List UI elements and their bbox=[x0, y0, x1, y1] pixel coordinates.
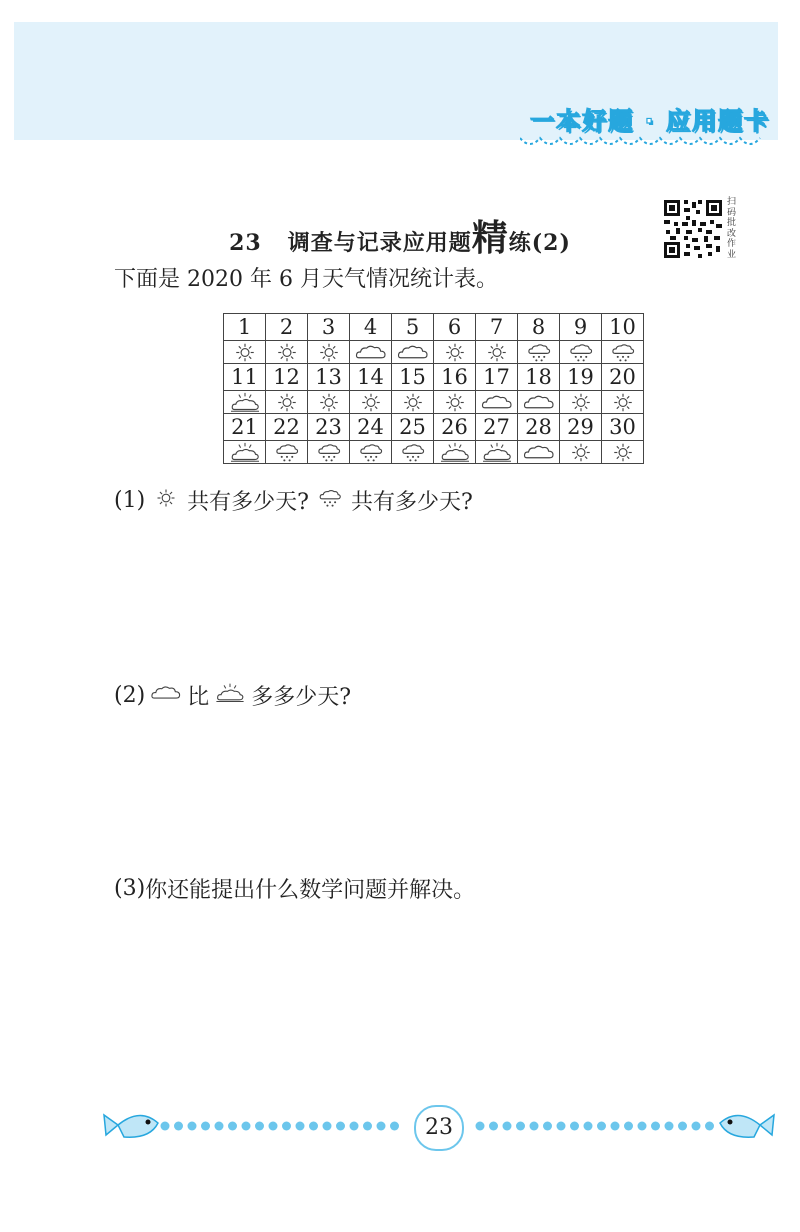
fish-left-icon bbox=[104, 1115, 158, 1137]
sun-icon bbox=[602, 441, 644, 464]
wave-decoration bbox=[520, 130, 770, 156]
date-cell: 11 bbox=[224, 364, 266, 391]
rain-icon bbox=[518, 341, 560, 364]
overcast-icon bbox=[209, 682, 251, 710]
date-cell: 9 bbox=[560, 314, 602, 341]
cloud-icon bbox=[476, 391, 518, 414]
date-cell: 4 bbox=[350, 314, 392, 341]
rain-icon bbox=[560, 341, 602, 364]
sun-icon bbox=[560, 441, 602, 464]
date-cell: 15 bbox=[392, 364, 434, 391]
date-cell: 7 bbox=[476, 314, 518, 341]
overcast-icon bbox=[224, 391, 266, 414]
date-row bbox=[224, 364, 644, 391]
date-cell: 18 bbox=[518, 364, 560, 391]
date-cell: 19 bbox=[560, 364, 602, 391]
date-cell: 25 bbox=[392, 414, 434, 441]
overcast-icon bbox=[434, 441, 476, 464]
rain-icon bbox=[309, 487, 351, 515]
sun-icon bbox=[308, 391, 350, 414]
sun-icon bbox=[308, 341, 350, 364]
date-cell: 1 bbox=[224, 314, 266, 341]
sun-icon bbox=[145, 487, 187, 515]
weather-row bbox=[224, 391, 644, 414]
date-cell: 30 bbox=[602, 414, 644, 441]
date-cell: 26 bbox=[434, 414, 476, 441]
date-row bbox=[224, 414, 644, 441]
qr-code[interactable] bbox=[662, 198, 724, 260]
date-cell: 10 bbox=[602, 314, 644, 341]
qr-caption: 扫码批改作业 bbox=[727, 197, 737, 260]
date-cell: 14 bbox=[350, 364, 392, 391]
cloud-icon bbox=[518, 391, 560, 414]
brand-title: 一本好题 · 应用题卡 bbox=[530, 107, 770, 135]
sun-icon bbox=[266, 391, 308, 414]
date-cell: 20 bbox=[602, 364, 644, 391]
date-cell: 21 bbox=[224, 414, 266, 441]
date-cell: 2 bbox=[266, 314, 308, 341]
question-3-number: (3) bbox=[114, 876, 146, 901]
lesson-number: 23 bbox=[229, 230, 262, 256]
sun-icon bbox=[266, 341, 308, 364]
cloud-icon bbox=[518, 441, 560, 464]
date-cell: 12 bbox=[266, 364, 308, 391]
cloud-icon bbox=[350, 341, 392, 364]
question-2 bbox=[114, 680, 351, 711]
lesson-title-suffix: 练(2) bbox=[508, 230, 571, 256]
date-cell: 13 bbox=[308, 364, 350, 391]
question-1-part-a: 共有多少天? bbox=[187, 490, 309, 515]
question-2-number: (2) bbox=[114, 683, 146, 708]
sun-icon bbox=[224, 341, 266, 364]
sun-icon bbox=[434, 391, 476, 414]
question-3-text: 你还能提出什么数学问题并解决。 bbox=[145, 878, 476, 903]
date-cell: 22 bbox=[266, 414, 308, 441]
date-cell: 29 bbox=[560, 414, 602, 441]
overcast-icon bbox=[224, 441, 266, 464]
sun-icon bbox=[476, 341, 518, 364]
rain-icon bbox=[350, 441, 392, 464]
weather-row bbox=[224, 341, 644, 364]
date-cell: 23 bbox=[308, 414, 350, 441]
weather-row bbox=[224, 441, 644, 464]
sun-icon bbox=[434, 341, 476, 364]
date-row bbox=[224, 314, 644, 341]
page-number: 23 bbox=[414, 1105, 464, 1151]
question-2-compare: 比 bbox=[187, 685, 210, 710]
date-cell: 5 bbox=[392, 314, 434, 341]
question-1 bbox=[114, 485, 473, 516]
lesson-title-text: 调查与记录应用题 bbox=[287, 230, 472, 256]
question-3 bbox=[114, 873, 475, 904]
date-cell: 17 bbox=[476, 364, 518, 391]
sun-icon bbox=[392, 391, 434, 414]
question-1-number: (1) bbox=[114, 488, 146, 513]
date-cell: 16 bbox=[434, 364, 476, 391]
footer-decoration bbox=[0, 1095, 800, 1165]
date-cell: 27 bbox=[476, 414, 518, 441]
overcast-icon bbox=[476, 441, 518, 464]
cloud-icon bbox=[145, 682, 187, 710]
lesson-title-emphasis: 精 bbox=[471, 218, 509, 259]
intro-text: 下面是 2020 年 6 月天气情况统计表。 bbox=[114, 267, 498, 292]
date-cell: 28 bbox=[518, 414, 560, 441]
date-cell: 3 bbox=[308, 314, 350, 341]
rain-icon bbox=[392, 441, 434, 464]
rain-icon bbox=[266, 441, 308, 464]
sun-icon bbox=[350, 391, 392, 414]
weather-table bbox=[223, 313, 644, 464]
sun-icon bbox=[602, 391, 644, 414]
sun-icon bbox=[560, 391, 602, 414]
question-1-part-b: 共有多少天? bbox=[350, 490, 473, 515]
rain-icon bbox=[602, 341, 644, 364]
cloud-icon bbox=[392, 341, 434, 364]
date-cell: 6 bbox=[434, 314, 476, 341]
question-2-rest: 多多少天? bbox=[251, 685, 351, 710]
fish-right-icon bbox=[720, 1115, 774, 1137]
date-cell: 8 bbox=[518, 314, 560, 341]
rain-icon bbox=[308, 441, 350, 464]
date-cell: 24 bbox=[350, 414, 392, 441]
